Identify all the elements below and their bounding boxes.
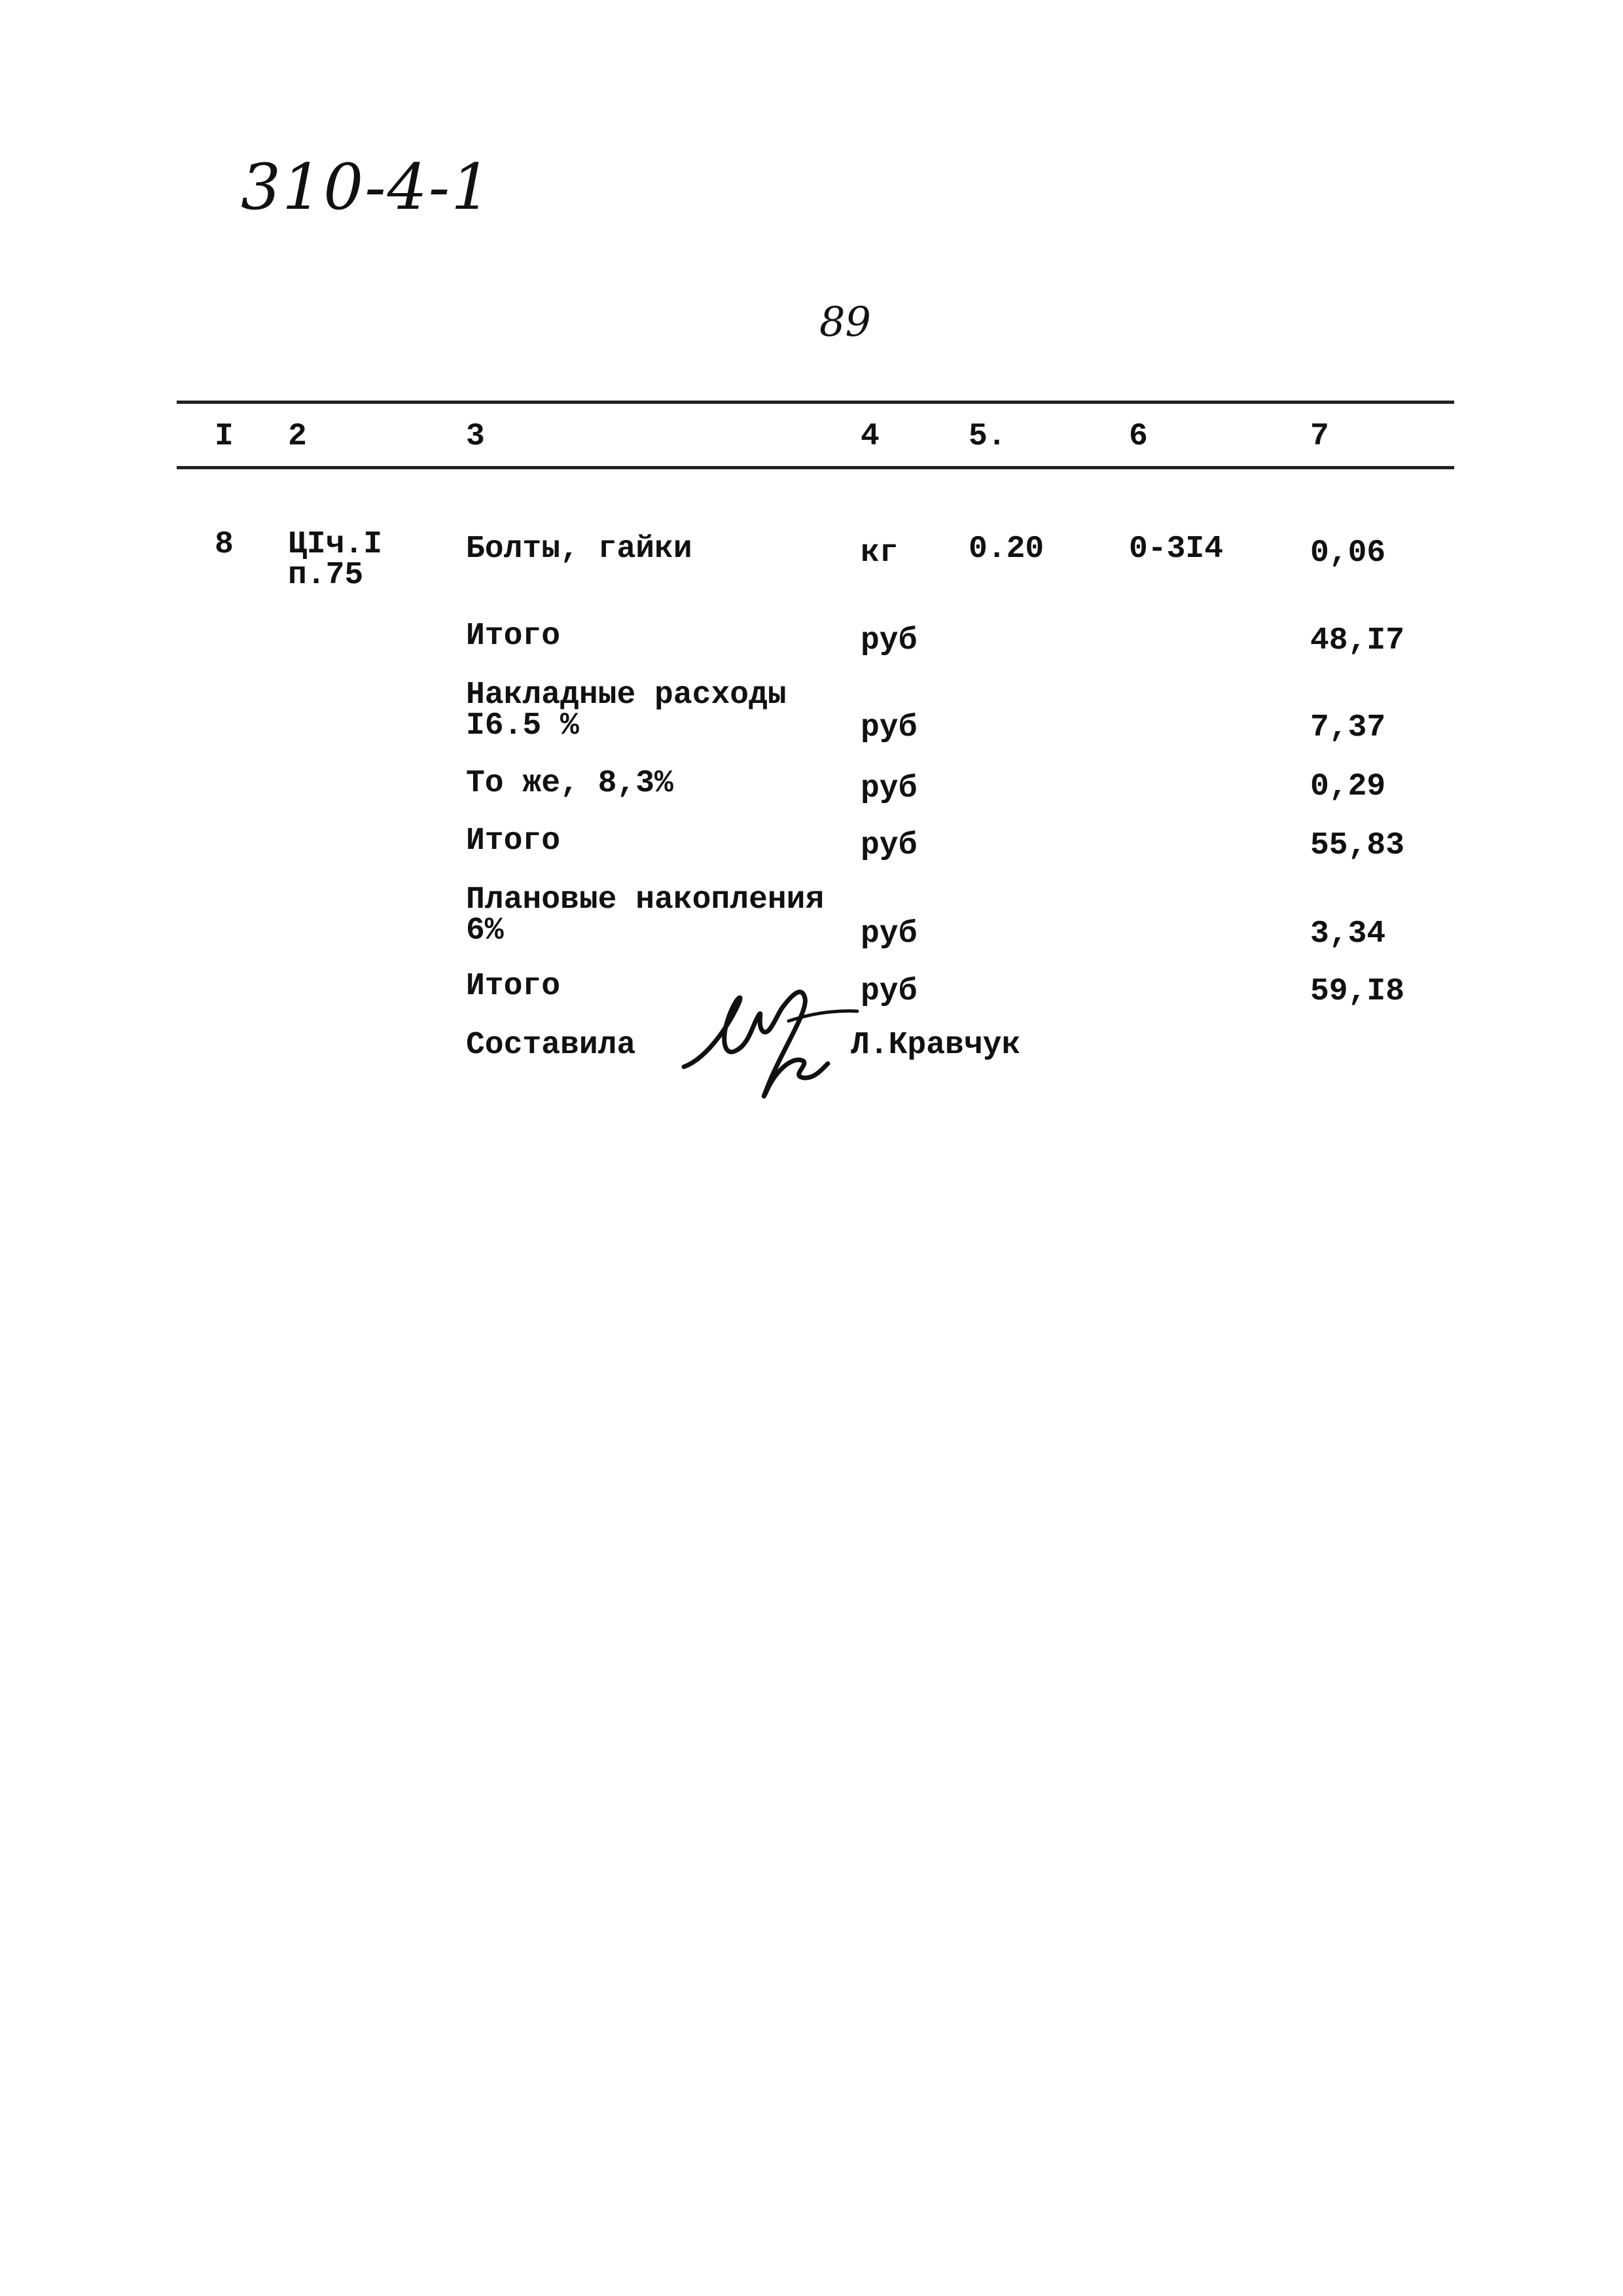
column-header-4: 4 bbox=[861, 419, 880, 454]
total: 0,29 bbox=[1310, 769, 1386, 804]
unit-price: 0-3I4 bbox=[1129, 531, 1224, 567]
compiled-by-label: Составила bbox=[466, 1028, 636, 1063]
total: 48,I7 bbox=[1310, 623, 1405, 658]
handwritten-signature bbox=[671, 978, 861, 1109]
column-header-6: 6 bbox=[1129, 419, 1148, 454]
quantity: 0.20 bbox=[969, 531, 1044, 567]
item-name: Итого bbox=[466, 969, 561, 1004]
item-name-line-2: I6.5 % bbox=[466, 708, 579, 744]
item-name-line-1: Накладные расходы bbox=[466, 677, 787, 713]
page-number: 89 bbox=[819, 298, 871, 346]
item-name-line-1: Плановые накопления bbox=[466, 882, 825, 918]
row-number: 8 bbox=[215, 527, 234, 562]
total: 7,37 bbox=[1310, 710, 1386, 745]
total: 55,83 bbox=[1310, 828, 1405, 863]
unit: руб bbox=[861, 710, 918, 745]
total: 59,I8 bbox=[1310, 974, 1405, 1009]
column-header-3: 3 bbox=[466, 419, 485, 454]
total: 0,06 bbox=[1310, 535, 1386, 571]
column-header-2: 2 bbox=[288, 419, 307, 454]
item-name: Итого bbox=[466, 619, 561, 654]
item-name-line-2: 6% bbox=[466, 913, 504, 948]
document-code: 310-4-1 bbox=[241, 151, 493, 224]
reference-line-1: ЦIч.I bbox=[288, 527, 383, 562]
unit: руб bbox=[861, 974, 918, 1009]
column-header-5: 5. bbox=[969, 419, 1007, 454]
table-top-rule bbox=[177, 401, 1454, 404]
unit: кг bbox=[861, 535, 899, 571]
unit: руб bbox=[861, 623, 918, 658]
unit: руб bbox=[861, 771, 918, 806]
item-name: Болты, гайки bbox=[466, 531, 692, 567]
unit: руб bbox=[861, 916, 918, 952]
total: 3,34 bbox=[1310, 916, 1386, 952]
reference-line-2: п.75 bbox=[288, 558, 364, 593]
unit: руб bbox=[861, 828, 918, 863]
item-name: То же, 8,3% bbox=[466, 766, 673, 801]
column-header-1: I bbox=[215, 419, 234, 454]
item-name: Итого bbox=[466, 823, 561, 859]
compiler-name: Л.Кравчук bbox=[851, 1028, 1021, 1063]
table-header-rule bbox=[177, 466, 1454, 469]
column-header-7: 7 bbox=[1310, 419, 1329, 454]
